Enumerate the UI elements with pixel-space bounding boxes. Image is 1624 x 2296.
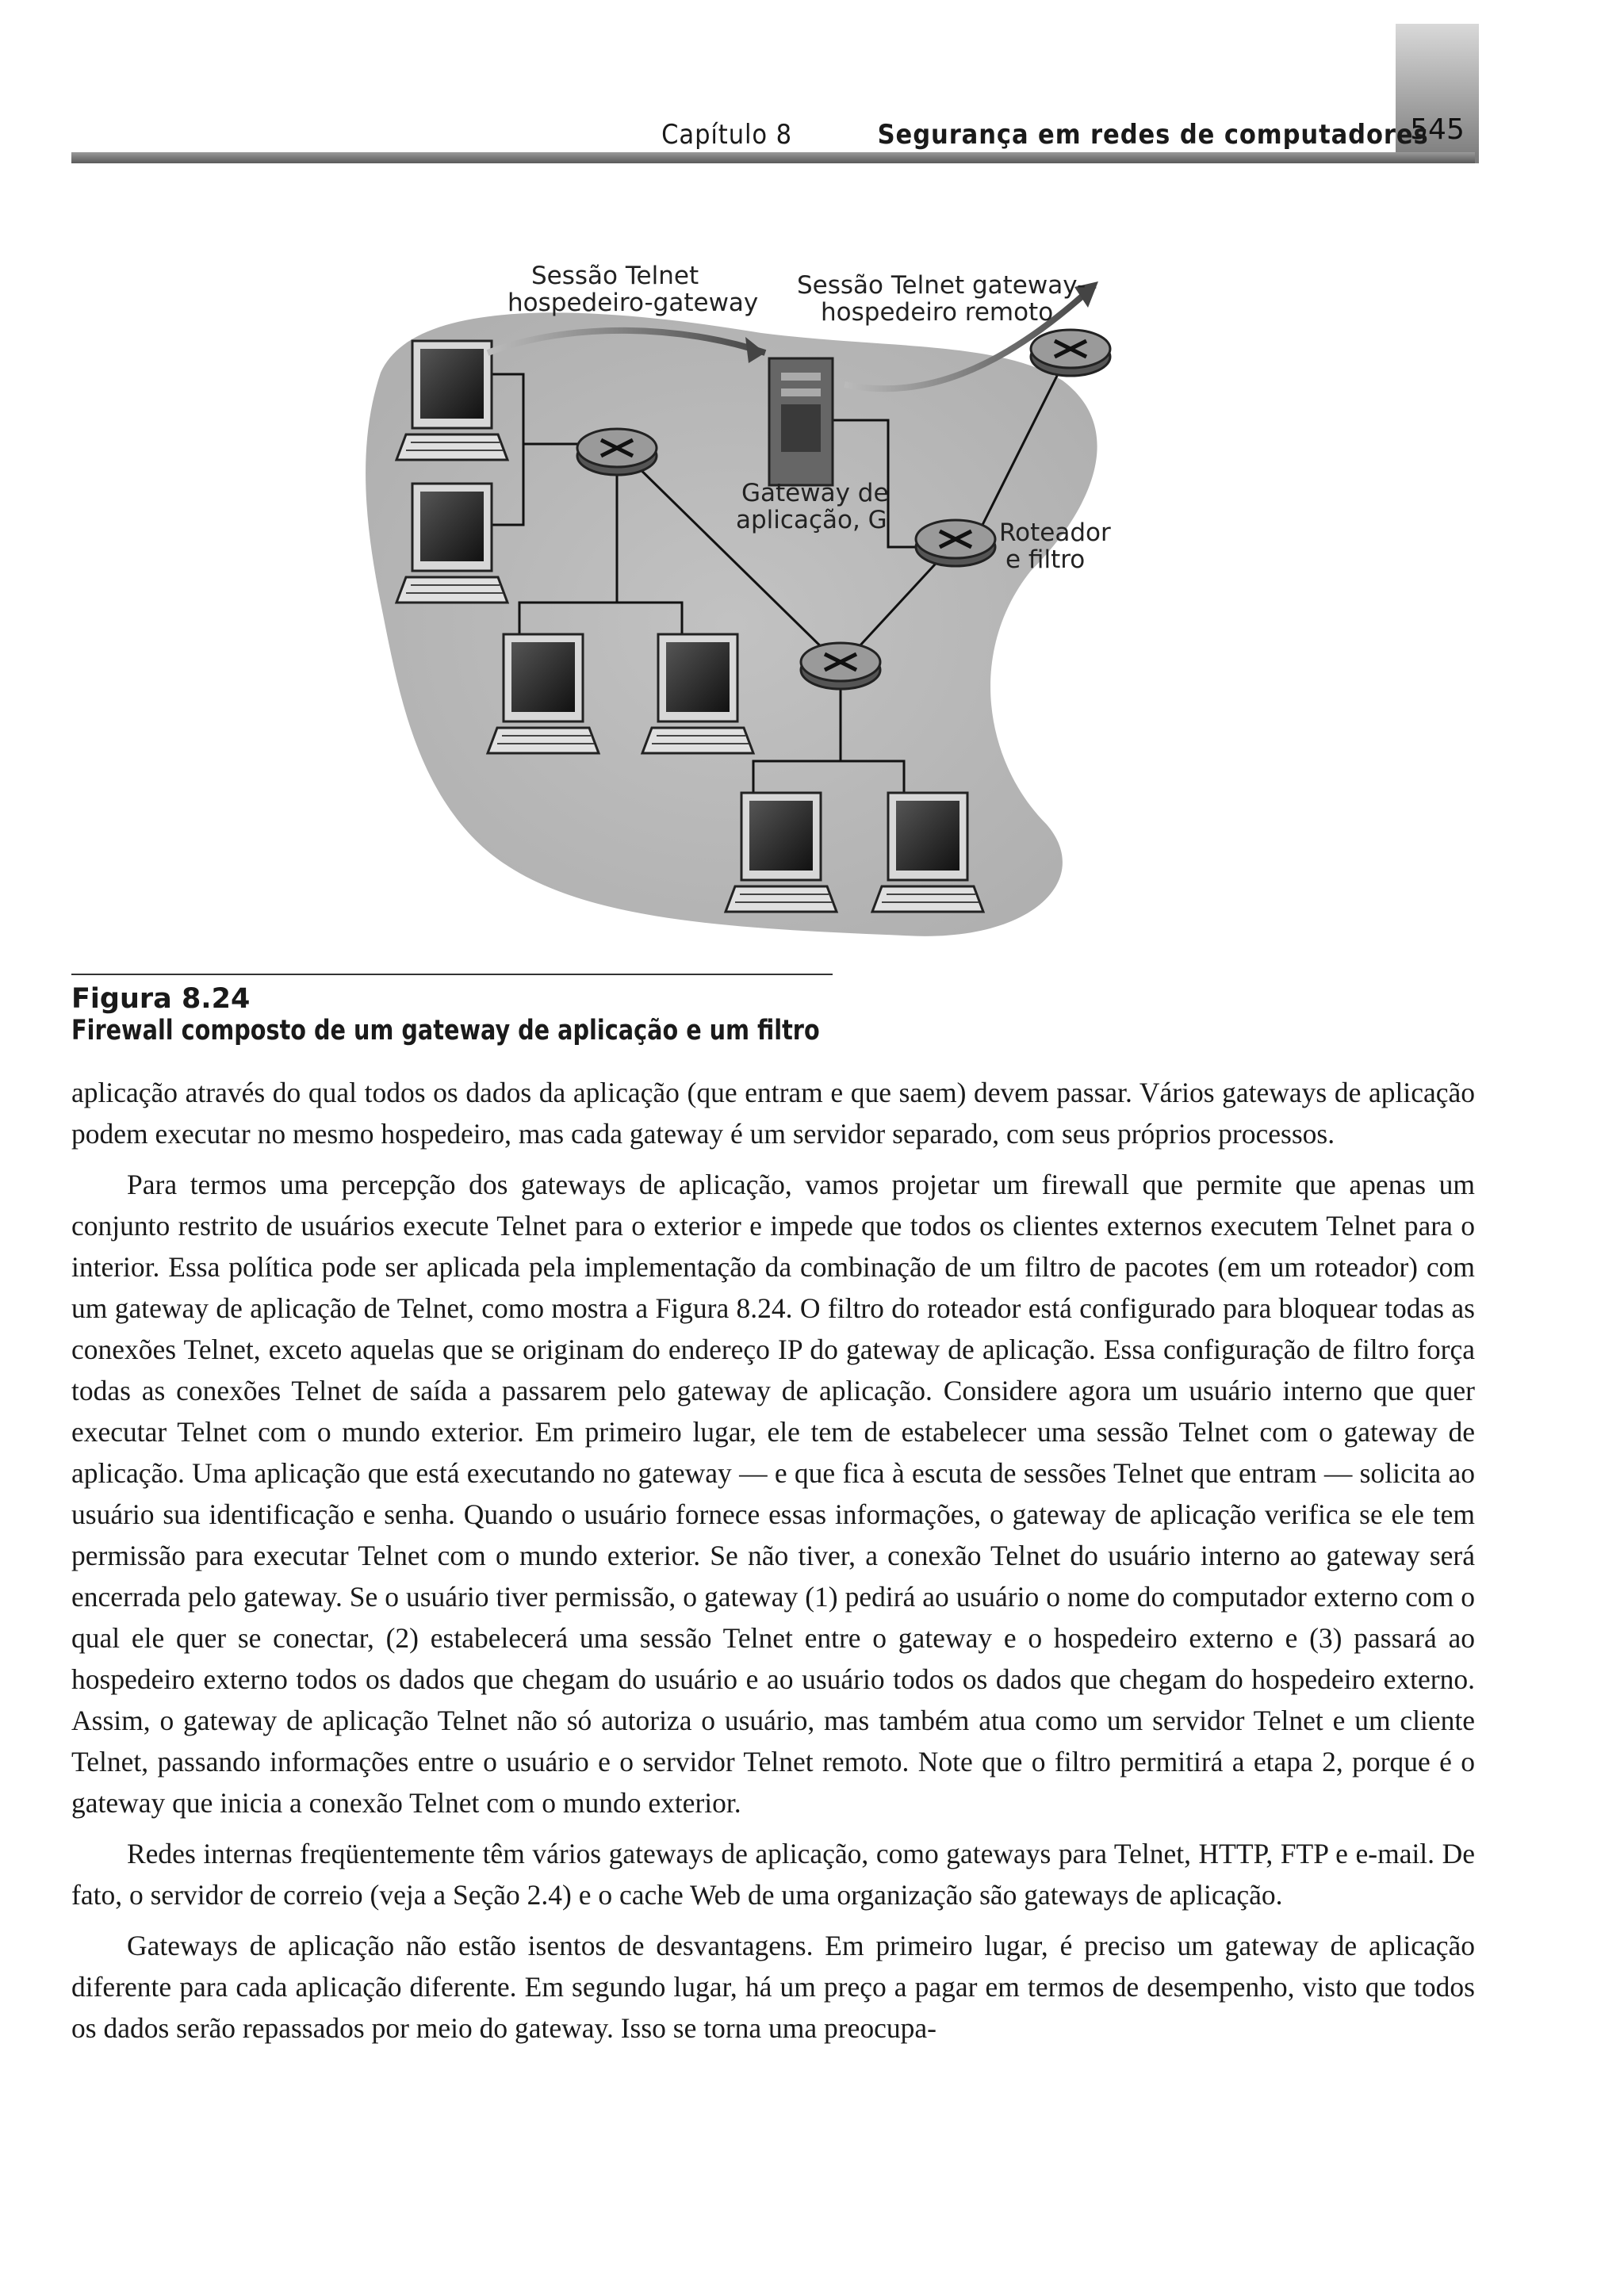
paragraph: Redes internas freqüentemente têm vários gateways de aplicação, como gateways para Telnet, HTTP, FTP e e-mail. De fato, o servidor de correio (veja a Seção 2.4) e o cache Web de uma organização são gateways de aplicação. — [71, 1838, 1475, 1911]
pc-icon — [396, 484, 508, 603]
label-session-gateway-remote-1: Sessão Telnet gateway- — [797, 271, 1086, 300]
page-number: 545 — [1410, 113, 1465, 146]
label-gateway-1: Gateway de — [741, 479, 889, 507]
router-icon — [801, 643, 880, 689]
paragraph: aplicação através do qual todos os dados da aplicação (que entram e que saem) devem passar. Vários gateways de aplicação podem executar no mesmo hospedeiro, mas cada gateway é um servidor separado, com seus próprios processos. — [71, 1077, 1475, 1150]
gateway-server-icon — [769, 358, 833, 485]
label-router-2: e filtro — [1005, 545, 1086, 574]
label-session-gateway-remote-2: hospedeiro remoto — [821, 298, 1054, 327]
figure-title: Firewall composto de um gateway de aplicação e um filtro — [71, 1015, 820, 1047]
label-session-host-gateway-1: Sessão Telnet — [531, 262, 699, 290]
body-text — [71, 1072, 1475, 2058]
paragraph: Para termos uma percepção dos gateways de aplicação, vamos projetar um firewall que permite que apenas um conjunto restrito de usuários execute Telnet para o exterior e impede que todos os clientes externos executem Telnet para o interior. Essa política pode ser aplicada pela implementação da combinação de um filtro de pacotes (em um roteador) com um gateway de aplicação de Telnet, como mostra a Figura 8.24. O filtro do roteador está configurado para bloquear todas as conexões Telnet, exceto aquelas que se originam do endereço IP do gateway de aplicação. Essa configuração de filtro força todas as conexões Telnet de saída a passarem pelo gateway de aplicação. Considere agora um usuário interno que quer executar Telnet com o mundo exterior. Em primeiro lugar, ele tem de estabelecer uma sessão Telnet com o gateway de aplicação. Uma aplicação que está executando no gateway — e que fica à escuta de sessões Telnet que entram — solicita ao usuário sua identificação e senha. Quando o usuário fornece essas informações, o gateway de aplicação verifica se ele tem permissão para executar Telnet com o mundo exterior. Se não tiver, a conexão Telnet do usuário interno ao gateway será encerrada pelo gateway. Se o usuário tiver permissão, o gateway (1) pedirá ao usuário o nome do computador externo com o qual ele quer se conectar, (2) estabelecerá uma sessão Telnet entre o gateway e o hospedeiro externo e (3) passará ao hospedeiro externo todos os dados que chegam do usuário e ao usuário todos os dados que chegam do hospedeiro externo. Assim, o gateway de aplicação Telnet não só autoriza o usuário, mas também atua como um servidor Telnet e um cliente Telnet, passando informações entre o usuário e o servidor Telnet remoto. Note que o filtro permitirá a etapa 2, porque é o gateway que inicia a conexão Telnet com o mundo exterior. — [71, 1169, 1475, 1819]
filter-router-icon — [916, 520, 995, 566]
label-gateway-2: aplicação, G — [736, 506, 887, 534]
pc-icon — [726, 793, 837, 912]
caption-rule — [71, 974, 833, 975]
external-router-icon — [1031, 330, 1110, 376]
pc-icon — [488, 634, 599, 753]
chapter-title: Segurança em redes de computadores — [877, 119, 1429, 151]
figure-label: Figura 8.24 — [71, 983, 251, 1015]
router-icon — [577, 429, 657, 475]
pc-icon — [872, 793, 983, 912]
figure-caption — [71, 983, 1182, 1047]
pc-icon — [642, 634, 753, 753]
chapter-label: Capítulo 8 — [661, 119, 792, 151]
pc-icon — [396, 341, 508, 460]
label-session-host-gateway-2: hospedeiro-gateway — [508, 289, 759, 317]
network-diagram — [0, 0, 1624, 999]
figure-network-diagram — [0, 0, 1624, 999]
label-router-1: Roteador — [999, 519, 1111, 547]
paragraph: Gateways de aplicação não estão isentos de desvantagens. Em primeiro lugar, é preciso um gateway de aplicação diferente para cada aplicação diferente. Em segundo lugar, há um preço a pagar em termos de desempenho, visto que todos os dados serão repassados por meio do gateway. Isso se torna uma preocupa- — [71, 1930, 1475, 2044]
